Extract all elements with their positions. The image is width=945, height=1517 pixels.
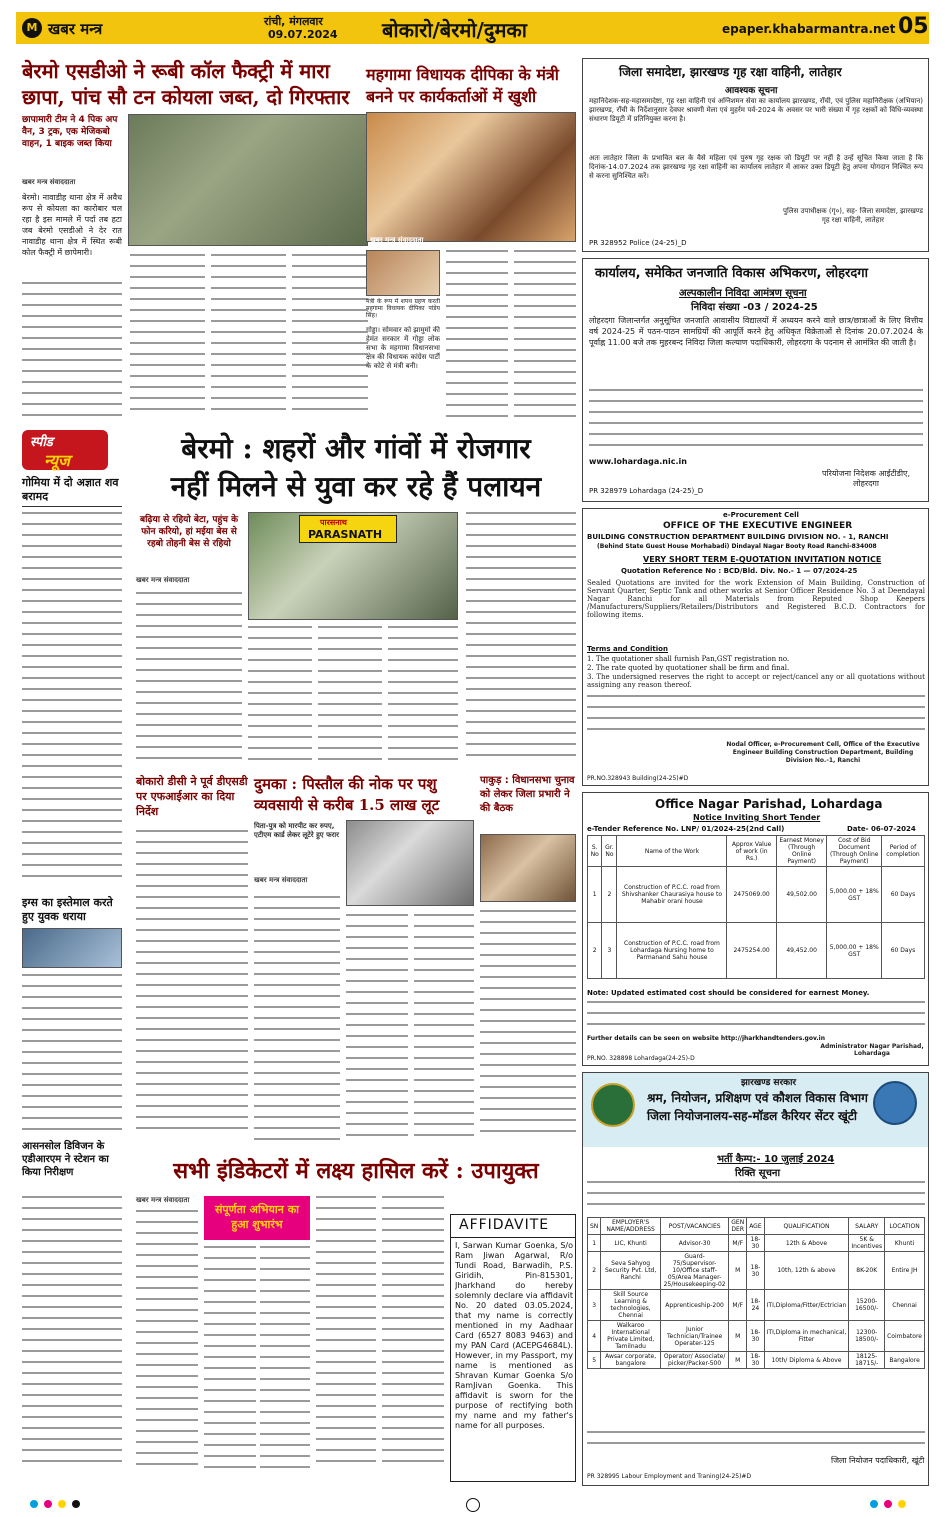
dipika-lead: गोड्डा। सोमवार को झामुमो की हेमंत सरकार में गोड्डा लोक सभा के महगामा विधानसभा क्षेत्र की विधायक कांग्रेस पार्टी के कोटे से मंत्री बनी। — [366, 326, 440, 370]
pakur-headline: पाकुड़ : विधानसभा चुनाव को लेकर जिला प्रभारी ने की बैठक — [480, 775, 575, 814]
table-cell: M/F — [729, 1290, 747, 1321]
home-guard-body2: अतः लातेहार जिला के प्रभावित बल के वैसे महिला एवं पुरुष गृह रक्षक जो डियूटी पर नहीं है उन्हें सूचित किया जाता है कि दिनांक-14.07.2024 तक झारखण्ड गृह रक्षा वाहिनी का कार्यालय लातेहार में आकर उक्त डियूटी हेतु अपना योगदान निश्चित रूप से करना सुनिश्चित करें। — [589, 154, 923, 180]
edition-date: 09.07.2024 — [268, 28, 338, 41]
job-office: जिला नियोजनालय-सह-मॉडल कैरियर सेंटर खूंटी — [647, 1109, 857, 1123]
table-cell: 18-30 — [747, 1352, 764, 1369]
nagar-signature: Administrator Nagar Parishad, Lohardaga — [820, 1043, 924, 1057]
job-table-header — [588, 1218, 925, 1235]
migration-headline-line2: नहीं मिलने से युवा कर रहे हैं पलायन — [170, 470, 542, 503]
yellow-mark — [898, 1500, 906, 1508]
tribal-tender-no: निविदा संख्या -03 / 2024-25 — [691, 302, 818, 313]
indicators-text-col5 — [382, 1196, 444, 1480]
affidavit-title: AFFIDAVITE — [459, 1217, 550, 1233]
asansol-headline: आसनसोल डिविजन के एडीआरएम ने स्टेशन का किया निरीक्षण — [22, 1141, 109, 1178]
eproc-dates-lines — [587, 695, 925, 739]
indicators-text-col1 — [136, 1210, 198, 1480]
job-col-post: POST/VACANCIES — [660, 1218, 728, 1235]
eproc-body: Sealed Quotations are invited for the work Extension of Main Building, Construction of Servant Quarter, Septic Tank and other works at Senior Officer Residence No. 3 at Deendayal Nagar Ranchi for all Materials from Reputed Shop Keepers /Manufacturers/Suppliers/Retailers/Distributors and Registered B.C.D. Contractors for following items. — [587, 579, 925, 619]
table-cell: 12300-18500/- — [849, 1321, 885, 1352]
table-row — [588, 867, 925, 923]
table-cell: ITI,Diploma/Fitter/Ectrician — [764, 1290, 849, 1321]
table-cell: 60 Days — [881, 867, 924, 923]
migration-text-col3 — [318, 626, 382, 768]
table-cell: 3 — [588, 1290, 601, 1321]
table-cell: 5 — [588, 1352, 601, 1369]
dipika-text-col2 — [446, 250, 508, 422]
job-col-sn: SN — [588, 1218, 601, 1235]
table-cell: 8K-20K — [849, 1252, 885, 1290]
nagar-tender-table — [587, 835, 925, 979]
table-cell: M — [729, 1321, 747, 1352]
table-cell: Construction of P.C.C. road from Shivshanker Chaurasiya house to Mahabir orani house — [617, 867, 727, 923]
migration-text-col4 — [388, 626, 458, 768]
speed-news-item2-headline: इग्स का इस्तेमाल करते हुए युवक धराया — [22, 896, 113, 923]
nagar-date: Date- 06-07-2024 — [847, 825, 916, 833]
coal-raid-photo — [128, 114, 368, 246]
table-cell: 2 — [602, 867, 617, 923]
brand-name: खबर मन्त्र — [48, 20, 103, 38]
dipika-byline: खबर मन्त्र संवाददाता — [370, 236, 424, 244]
migration-headline — [136, 430, 576, 506]
magenta-mark — [44, 1500, 52, 1508]
table-cell: Chennai — [885, 1290, 925, 1321]
table-cell: Advisor-30 — [660, 1235, 728, 1252]
indicators-text-col2 — [204, 1246, 256, 1480]
table-row — [588, 1352, 925, 1369]
table-cell: 2 — [588, 923, 602, 979]
tribal-subtitle: अल्पकालीन निविदा आमंत्रण सूचना — [679, 288, 807, 299]
tribal-signature: परियोजना निदेशक आईटीडीए, लोहरदगा — [821, 469, 910, 488]
job-col-gender: GEN DER — [729, 1218, 747, 1235]
table-cell: Skill Source Learning & technologies, Chennai — [601, 1290, 661, 1321]
pakur-text — [480, 910, 576, 1148]
home-guard-body: महानिदेशक-सह-महासमादेष्टा, गृह रक्षा वाहिनी एवं अग्निशमन सेवा का कार्यालय झारखण्ड, राँची, एवं पुलिस महानिरीक्षक (अभियान) झारखण्ड, राँची के निर्देशानुसार देवघर श्रावणी मेला एवं मुहर्रम पर्व-2024 के अवसर पर भारी संख्या में गृह रक्षकों को विधि-व्यवस्था संधारण डियूटी में प्रतिनियुक्त करना है। — [589, 97, 923, 123]
nagar-ref-no: e-Tender Reference No. LNP/ 01/2024-25(2nd Call) — [587, 825, 785, 833]
coal-raid-text-col2 — [130, 254, 205, 422]
eproc-address: (Behind State Guest House Morhabadi) Dindayal Nagar Booty Road Ranchi-834008 — [597, 543, 877, 550]
table-cell: 18-24 — [747, 1290, 764, 1321]
tribal-body-rest — [589, 389, 923, 455]
cyan-mark — [30, 1500, 38, 1508]
masthead-bar — [16, 12, 929, 44]
table-cell: 10th, 12th & above — [764, 1252, 849, 1290]
table-cell: 5,000.00 + 18% GST — [827, 867, 882, 923]
affidavit-body: I, Sarwan Kumar Goenka, S/o Ram Jiwan Agarwal, R/o Tundi Road, Barwadih, P.S. Giridih, Pin-815301, Jharkhand do hereby solemnly declare via affidavit No. 20 dated 03.05.2024, that my name is correctly mentioned in my Aadhaar Card (6527 8083 9463) and my PAN Card (ACEPG4684L). However, in my Passport, my name is mentioned as Shravan Kumar Goenka S/o RamJivan Goenka. This affidavit is sworn for the purpose of rectifying both my name and my father's name for all purposes. — [455, 1241, 573, 1430]
eproc-term-1: 1. The quotationer shall furnish Pan,GST registration no. — [587, 655, 790, 663]
table-cell: 15200-16500/- — [849, 1290, 885, 1321]
table-cell: Construction of P.C.C. road from Lohardaga Nursing home to Parmanand Sahu house — [617, 923, 727, 979]
migration-text-col1 — [136, 592, 242, 768]
coal-raid-text-col1 — [22, 282, 122, 422]
migration-station-photo — [248, 512, 458, 620]
tribal-ref: PR 328979 Lohardaga (24-25)_D — [589, 487, 704, 495]
table-cell: Apprenticeship-200 — [660, 1290, 728, 1321]
jharkhand-emblem-icon — [591, 1083, 635, 1127]
migration-headline-line1: बेरमो : शहरों और गांवों में रोजगार — [181, 432, 531, 465]
parasnath-signboard — [299, 515, 397, 543]
indicators-callout-text: संपूर्णता अभियान का हुआ शुभारंभ — [214, 1203, 300, 1231]
nagar-website[interactable]: Further details can be seen on website http://jharkhandtenders.gov.in — [587, 1035, 826, 1042]
table-cell: Khunti — [885, 1235, 925, 1252]
job-dept: श्रम, नियोजन, प्रशिक्षण एवं कौशल विकास विभाग — [647, 1091, 868, 1105]
dumka-loot-headline-line2: व्यवसायी से करीब 1.5 लाख लूट — [254, 796, 440, 814]
table-cell: 3 — [602, 923, 617, 979]
table-cell: 5,000.00 + 18% GST — [827, 923, 882, 979]
home-guard-subtitle: आवश्यक सूचना — [725, 86, 778, 96]
table-row — [588, 923, 925, 979]
table-cell: 2475254.00 — [727, 923, 776, 979]
table-cell: 10th/ Diploma & Above — [764, 1352, 849, 1369]
speed-news-item1-headline: गोमिया में दो अज्ञात शव बरामद — [22, 476, 122, 507]
table-cell: 5K & Incentives — [849, 1235, 885, 1252]
tribal-body: लोहरदगा जिलान्तर्गत अनुसूचित जनजाति आवासीय विद्यालयों में अध्ययन करने वाले छात्र/छात्राओं के लिए वित्तीय वर्ष 2024-25 में पठन-पाठन सामग्रियों की आपूर्ति करने हेतु अधिकृत विक्रेताओं से दिनांक 20.07.2024 के पूर्वाह्न 11.00 बजे तक मुहरबन्द निविदा जिला कल्याण पदाधिकारी, लोहरदगा के पदनाम से आमंत्रित की जाती है। — [589, 316, 923, 347]
coal-raid-kicker: छापामारी टीम ने 4 पिक अप वैन, 3 ट्रक, एक मेजिकबो वाहन, 1 बाइक जब्त किया — [22, 115, 118, 149]
eproc-ad — [582, 508, 929, 786]
table-row — [588, 1290, 925, 1321]
table-cell: LIC, Khunti — [601, 1235, 661, 1252]
asansol-text — [22, 1196, 122, 1474]
migration-kicker: बढ़िया से रहियो बेटा, पहुंच के फोन करियो, हां मईया बेस से रहबो तोहनी बेस से रहियो — [139, 515, 239, 549]
speed-news-item2-text — [22, 974, 122, 1138]
nagar-parishad-ad — [582, 792, 929, 1066]
table-row — [588, 1252, 925, 1290]
nagar-col-period: Period of completion — [881, 836, 924, 867]
brand-logo: M — [22, 18, 42, 38]
table-cell: 18-30 — [747, 1321, 764, 1352]
dumka-loot-text-col1 — [254, 896, 340, 1148]
table-cell: M — [729, 1352, 747, 1369]
nagar-col-grno: Gr. No — [602, 836, 617, 867]
job-col-employer: EMPLOYER'S NAME/ADDRESS — [601, 1218, 661, 1235]
indicators-text-col3 — [260, 1246, 310, 1480]
job-camp-ad — [582, 1072, 929, 1486]
eproc-signature: Nodal Officer, e-Procurement Cell, Office of the Executive Engineer Building Construction Department, Building Division No.-1, Ranchi — [726, 741, 920, 764]
job-camp-date: भर्ती कैम्प:- 10 जुलाई 2024 — [717, 1154, 835, 1165]
magenta-mark — [884, 1500, 892, 1508]
speed-news-badge-top: स्पीड — [30, 435, 53, 450]
dipika-photo-caption: मंत्री के रूप में शपथ ग्रहण करती महगामा विधायक दीपिका पांडेय सिंह। — [366, 298, 440, 319]
migration-byline: खबर मन्त्र संवाददाता — [136, 576, 190, 584]
eproc-term-2: 2. The rate quoted by quotationer shall be firm and final. — [587, 664, 790, 672]
dumka-loot-headline — [254, 774, 474, 816]
dipika-headline-line1: महगामा विधायक दीपिका के मंत्री — [366, 65, 559, 84]
eproc-notice: VERY SHORT TERM E-QUOTATION INVITATION NOTICE — [643, 555, 882, 564]
dipika-headline-line2: बनने पर कार्यकर्ताओं में खुशी — [366, 87, 537, 106]
table-cell: 60 Days — [881, 923, 924, 979]
coal-raid-headline-line1: बेरमो एसडीओ ने रूबी कॉल फैक्ट्री में मारा — [22, 59, 330, 83]
table-cell: M — [729, 1252, 747, 1290]
nagar-title: Office Nagar Parishad, Lohardaga — [655, 797, 883, 811]
table-cell: 2 — [588, 1252, 601, 1290]
bokaro-dc-text — [136, 830, 248, 1148]
table-cell: Operator/ Associate/ picker/Packer-500 — [660, 1352, 728, 1369]
job-ref: PR 328995 Labour Employment and Traning(24-25)#D — [587, 1473, 752, 1480]
table-row — [588, 1235, 925, 1252]
eproc-cell: e-Procurement Cell — [723, 511, 799, 519]
nagar-schedule-lines — [587, 1001, 925, 1035]
job-col-qualification: QUALIFICATION — [764, 1218, 849, 1235]
table-cell: 18-30 — [747, 1252, 764, 1290]
dumka-loot-byline: खबर मन्त्र संवाददाता — [254, 876, 308, 884]
eproc-dept: BUILDING CONSTRUCTION DEPARTMENT BUILDING DIVISION NO. - 1, RANCHI — [587, 533, 889, 541]
nagar-notice: Notice Inviting Short Tender — [693, 813, 821, 822]
eproc-office: OFFICE OF THE EXECUTIVE ENGINEER — [663, 521, 853, 531]
pakur-meeting-photo — [480, 834, 576, 902]
table-cell: ITI,Diploma in mechanical, Fitter — [764, 1321, 849, 1352]
table-cell: 18-30 — [747, 1235, 764, 1252]
nagar-col-work: Name of the Work — [617, 836, 727, 867]
indicators-byline: खबर मन्त्र संवाददाता — [136, 1196, 190, 1204]
bokaro-dc-headline: बोकारो डीसी ने पूर्व डीएसडी पर एफआईआर का दिया निर्देश — [136, 775, 248, 818]
nagar-col-value: Approx Value of work (in Rs.) — [727, 836, 776, 867]
dipika-celebration-photo — [366, 112, 576, 242]
crosshair-icon — [466, 1498, 480, 1512]
table-cell: Entire JH — [885, 1252, 925, 1290]
speed-news-item1-text — [22, 512, 122, 892]
table-row — [588, 1321, 925, 1352]
coal-raid-headline — [22, 58, 367, 110]
job-col-location: LOCATION — [885, 1218, 925, 1235]
table-cell: Guard-75/Supervisor-10/Office staff-05/Area Manager-25/Housekeeping-02 — [660, 1252, 728, 1290]
nagar-note: Note: Updated estimated cost should be considered for earnest Money. — [587, 989, 870, 997]
dumka-loot-headline-line1: दुमका : पिस्तौल की नोक पर पशु — [254, 775, 437, 793]
eproc-ref: PR.NO.328943 Building(24-25)#D — [587, 775, 689, 782]
nagar-col-emd: Earnest Money (Through Online Payment) — [776, 836, 827, 867]
coal-raid-text-col3 — [211, 254, 286, 422]
indicators-callout-box — [204, 1196, 310, 1240]
speed-news-badge-bottom: न्यूज — [44, 451, 70, 470]
eproc-quotation-ref: Quotation Reference No : BCD/Bld. Div. No.- 1 — 07/2024-25 — [621, 567, 858, 575]
home-guard-ad — [582, 58, 929, 252]
job-ad-header — [583, 1073, 928, 1147]
eproc-terms-title: Terms and Condition — [587, 645, 668, 653]
table-cell: Seva Sahyog Security Pvt. Ltd, Ranchi — [601, 1252, 661, 1290]
skill-dept-logo-icon — [873, 1081, 917, 1125]
coal-raid-headline-line2: छापा, पांच सौ टन कोयला जब्त, दो गिरफ्तार — [22, 85, 350, 109]
nagar-ref: PR.NO. 328898 Lohardaga(24-25)-D — [587, 1055, 695, 1062]
dumka-loot-text-col3 — [414, 914, 474, 1148]
job-footnote-lines — [587, 1431, 925, 1455]
tribal-tender-ad — [582, 258, 929, 502]
tribal-title: कार्यालय, समेकित जनजाति विकास अभिकरण, लोहरदगा — [595, 266, 868, 281]
dipika-oath-photo — [366, 250, 440, 296]
dumka-loot-photo — [346, 820, 474, 906]
edition-place-day: रांची, मंगलवार — [264, 15, 323, 28]
print-registration-marks — [30, 1500, 920, 1510]
job-col-salary: SALARY — [849, 1218, 885, 1235]
table-cell: Junior Technician/Trainee Operater-125 — [660, 1321, 728, 1352]
indicators-headline: सभी इंडिकेटरों में लक्ष्य हासिल करें : उपायुक्त — [173, 1158, 539, 1184]
table-cell: Coimbatore — [885, 1321, 925, 1352]
table-cell: 12th & Above — [764, 1235, 849, 1252]
table-cell: 1 — [588, 867, 602, 923]
migration-text-col5 — [466, 512, 576, 768]
affidavit-box — [450, 1214, 576, 1482]
epaper-link[interactable]: epaper.khabarmantra.net — [722, 22, 896, 36]
coal-raid-byline: खबर मन्त्र संवाददाता — [22, 178, 76, 186]
migration-text-col2 — [248, 626, 312, 768]
signboard-english: PARASNATH — [308, 528, 383, 541]
affidavit-rule — [451, 1237, 575, 1238]
section-name: बोकारो/बेरमो/दुमका — [382, 18, 527, 42]
dumka-loot-kicker: पिता-पुत्र को मारपीट कर रुपए, एटीएम कार्ड लेकर लूटेरे हुए फरार — [254, 822, 340, 839]
nagar-col-sno: S. No — [588, 836, 602, 867]
home-guard-signature: पुलिस उपाधीक्षक (गृ०), सह- जिला समादेष्टा, झारखण्ड गृह रक्षा वाहिनी, लातेहार — [783, 207, 923, 224]
drug-arrest-photo — [22, 928, 122, 968]
dipika-headline — [366, 64, 576, 108]
table-cell: Bangalore — [885, 1352, 925, 1369]
nagar-col-bidcost: Cost of Bid Document (Through Online Payment) — [827, 836, 882, 867]
speed-news-badge — [22, 430, 108, 470]
table-cell: 49,452.00 — [776, 923, 827, 979]
table-cell: Awsar corporate, bangalore — [601, 1352, 661, 1369]
table-cell: 49,502.00 — [776, 867, 827, 923]
eproc-term-3: 3. The undersigned reserves the right to accept or reject/cancel any or all quotations without assigning any reason thereof. — [587, 673, 925, 689]
coal-raid-text-col4 — [292, 254, 368, 422]
yellow-mark — [58, 1500, 66, 1508]
table-cell: 1 — [588, 1235, 601, 1252]
table-cell: M/F — [729, 1235, 747, 1252]
dumka-loot-text-col2 — [346, 914, 408, 1148]
job-col-age: AGE — [747, 1218, 764, 1235]
table-cell: 4 — [588, 1321, 601, 1352]
signboard-hindi: पारसनाथ — [320, 518, 347, 527]
table-cell: 18125-18715/- — [849, 1352, 885, 1369]
cyan-mark — [870, 1500, 878, 1508]
job-vacancy-title: रिक्ति सूचना — [735, 1168, 781, 1179]
job-vacancy-table — [587, 1217, 925, 1369]
job-intro-lines — [587, 1181, 925, 1215]
table-cell: Walkaroo International Private Limited, Tamilnadu — [601, 1321, 661, 1352]
black-mark — [72, 1500, 80, 1508]
table-cell: 2475069.00 — [727, 867, 776, 923]
coal-raid-lead: बेरमो। नावाडीह थाना क्षेत्र में अवैध रूप से कोयला का कारोबार चल रहा है इस मामले में पर्दा तब हटा जब बेरमो एसडीओ ने देर रात नावाडीह थाना क्षेत्र में स्थित रूबी कोल फैक्ट्री में छापेमारी। — [22, 193, 122, 257]
job-signature: जिला नियोजन पदाधिकारी, खूंटी — [831, 1456, 925, 1465]
home-guard-ref: PR 328952 Police (24-25)_D — [589, 239, 687, 247]
home-guard-title: जिला समादेष्टा, झारखण्ड गृह रक्षा वाहिनी, लातेहार — [619, 65, 842, 79]
indicators-text-col4 — [316, 1196, 376, 1480]
tribal-url[interactable]: www.lohardaga.nic.in — [589, 457, 687, 466]
page-number: 05 — [898, 14, 929, 39]
job-gov-name: झारखण्ड सरकार — [741, 1078, 797, 1088]
nagar-table-header — [588, 836, 925, 867]
dipika-text-col3 — [514, 250, 576, 422]
